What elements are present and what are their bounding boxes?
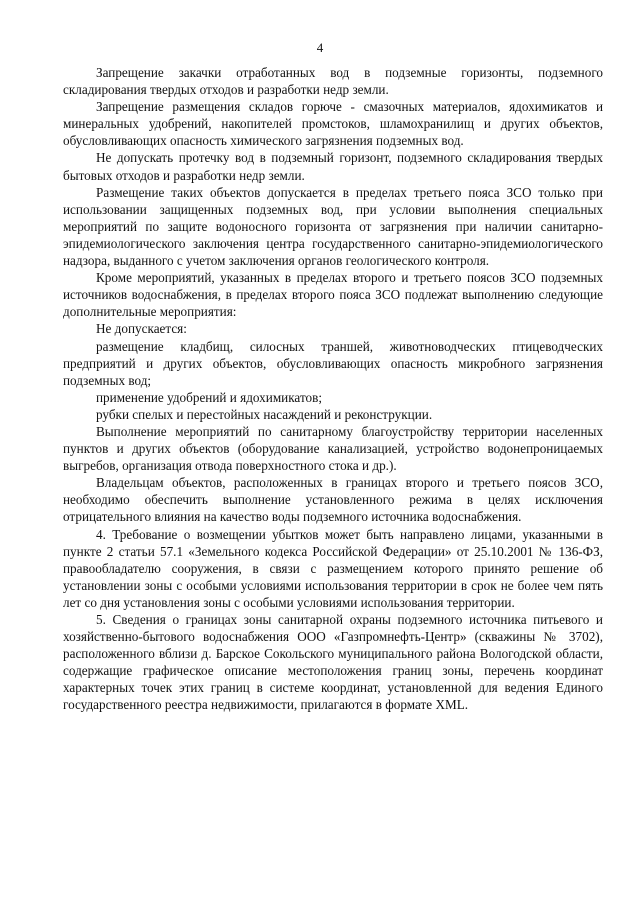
paragraph-ban-wastewater-injection: Запрещение закачки отработанных вод в подземные горизонты, подземного складирования твердых отходов и разработки недр земли.	[63, 65, 603, 98]
paragraph-ban-fertilizers: применение удобрений и ядохимикатов;	[96, 389, 323, 405]
paragraph-third-belt-conditions: Размещение таких объектов допускается в пределах третьего пояса ЗСО только при использовании защищенных подземных вод, при условии выполнения специальных мероприятий по защите водоносного горизонта от загрязнения при наличии санитарно-эпидемиологического заключения центра государственного санитарно-эпидемиологического надзора, выданного с учетом заключения органов геологического контроля.	[63, 184, 603, 269]
paragraph-second-belt-measures: Кроме мероприятий, указанных в пределах второго и третьего поясов ЗСО подземных источников водоснабжения, в пределах второго пояса ЗСО подлежат выполнению следующие дополнительные мероприятия:	[63, 270, 603, 320]
paragraph-ban-logging: рубки спелых и перестойных насаждений и реконструкции.	[96, 406, 433, 422]
document-body	[63, 64, 603, 714]
paragraph-owners-obligation: Владельцам объектов, расположенных в границах второго и третьего поясов ЗСО, необходимо обеспечить выполнение установленного режима в целях исключения отрицательного влияния на качество воды подземного источника водоснабжения.	[63, 475, 603, 525]
paragraph-sanitary-improvement: Выполнение мероприятий по санитарному благоустройству территории населенных пунктов и других объектов (оборудование канализацией, устройство водонепроницаемых выгребов, организация отвода поверхностного стока и др.).	[63, 423, 603, 474]
paragraph-no-water-leakage: Не допускать протечку вод в подземный горизонт, подземного складирования твердых бытовых отходов и разработки недр земли.	[63, 150, 603, 183]
paragraph-item-5-boundaries: 5. Сведения о границах зоны санитарной охраны подземного источника питьевого и хозяйственно-бытового водоснабжения ООО «Газпромнефть-Центр» (скважины № 3702), расположенного вблизи д. Барское Сокольского муниципального района Вологодской области, содержащие графическое описание местоположения границ зоны, перечень координат характерных точек этих границ в системе координат, установленной для ведения Единого государственного реестра недвижимости, прилагаются в формате XML.	[63, 612, 603, 713]
paragraph-not-allowed-heading: Не допускается:	[96, 321, 187, 337]
paragraph-item-4-compensation: 4. Требование о возмещении убытков может быть направлено лицами, указанными в пункте 2 статьи 57.1 «Земельного кодекса Российской Федерации» от 25.10.2001 № 136-ФЗ, правообладателю сооружения, в связи с размещением которого принято решение об установлении зоны с особыми условиями использования территории в срок не более чем пять лет со дня установления зоны с особыми условиями использования территории.	[63, 526, 603, 610]
paragraph-ban-cemeteries: размещение кладбищ, силосных траншей, животноводческих птицеводческих предприятий и других объектов, обусловливающих опасность микробного загрязнения подземных вод;	[63, 338, 603, 388]
page-number: 4	[316, 40, 324, 55]
paragraph-ban-fuel-storage: Запрещение размещения складов горюче - смазочных материалов, ядохимикатов и минеральных удобрений, накопителей промстоков, шламохранилищ и других объектов, обусловливающих опасность химического загрязнения подземных вод.	[63, 99, 603, 149]
